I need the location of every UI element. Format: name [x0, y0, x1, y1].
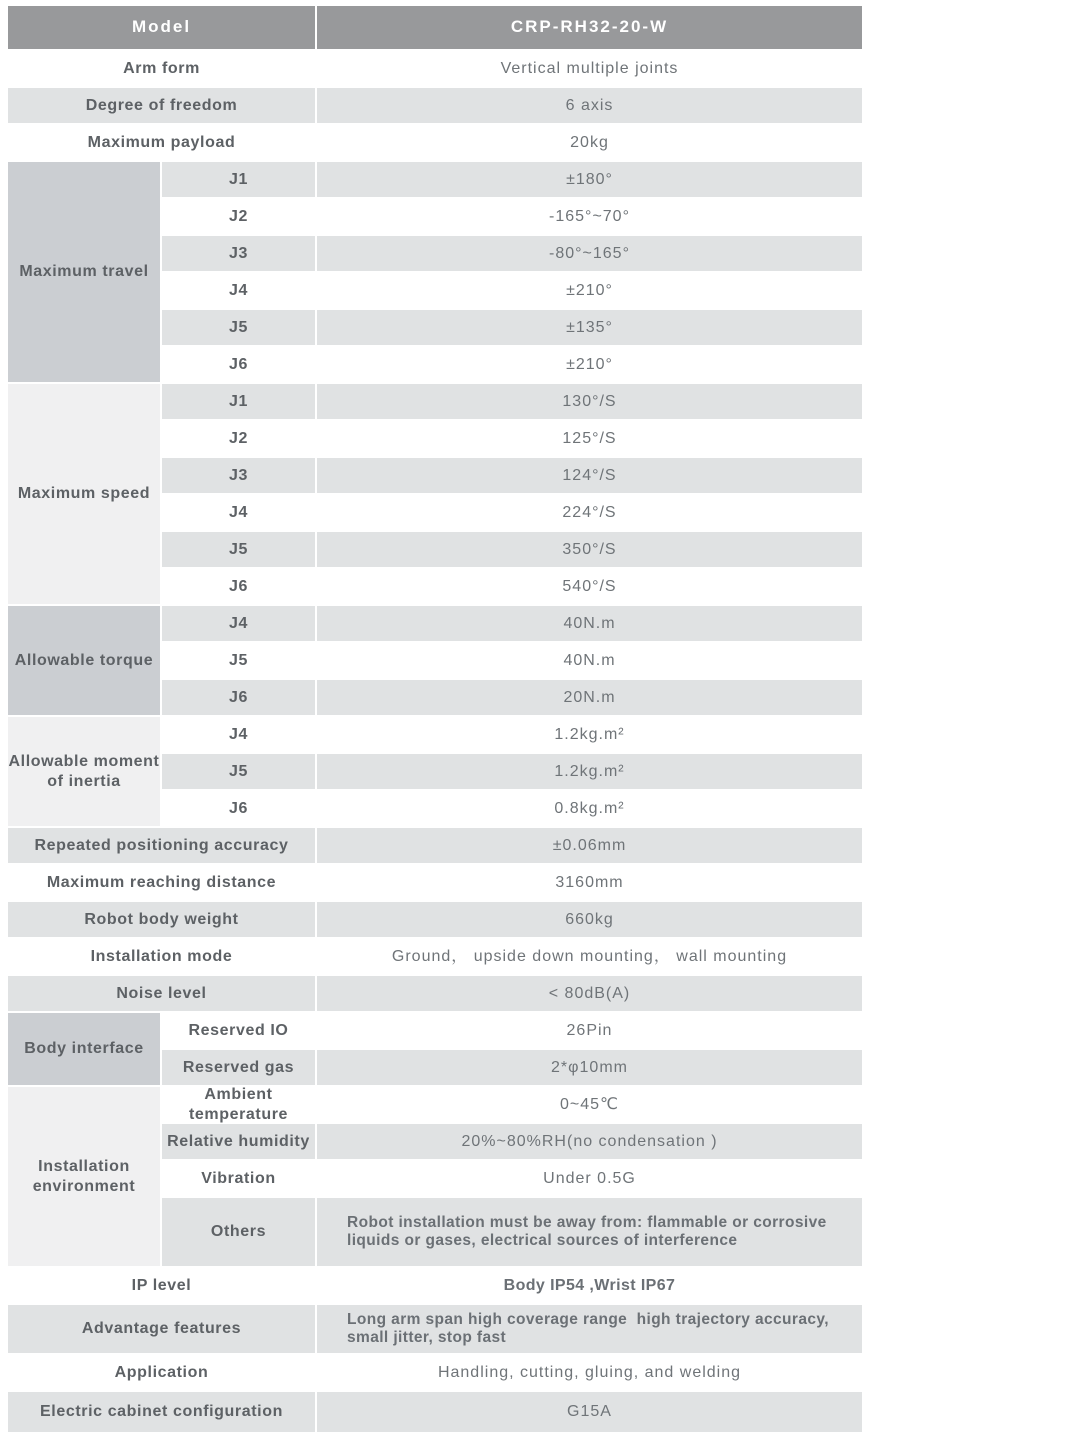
joint-value: 124°/S [317, 458, 862, 493]
joint-label: J3 [162, 236, 315, 271]
row-value-degree-of-freedom: 6 axis [317, 88, 862, 123]
joint-label: J4 [229, 503, 248, 521]
row-label-vibration: Vibration [201, 1169, 276, 1187]
joint-value: 40N.m [563, 651, 616, 669]
joint-label: J6 [229, 355, 248, 373]
row-value-application: Handling, cutting, gluing, and welding [437, 1363, 742, 1381]
row-value-noise-level: < 80dB(A) [317, 976, 862, 1011]
row-label-installation-mode: Installation mode [90, 947, 233, 965]
row-value-robot-body-weight: 660kg [317, 902, 862, 937]
row-label-reserved-io: Reserved IO [188, 1021, 289, 1039]
joint-value: 130°/S [317, 384, 862, 419]
row-value-advantage-features: Long arm span high coverage range high trajectory accuracy, small jitter, stop fast [317, 1305, 862, 1353]
row-value-others: Robot installation must be away from: flammable or corrosive liquids or gases, electrical sources of interference [317, 1198, 862, 1266]
joint-label: J2 [229, 207, 248, 225]
row-value-relative-humidity: 20%~80%RH(no condensation ) [317, 1124, 862, 1159]
row-value-repeated-positioning-accuracy: ±0.06mm [317, 828, 862, 863]
row-value-reserved-io: 26Pin [566, 1021, 613, 1039]
row-label-repeated-positioning-accuracy: Repeated positioning accuracy [8, 828, 315, 863]
joint-label: J2 [229, 429, 248, 447]
group-label-allowable-torque: Allowable torque [8, 606, 160, 715]
joint-label: J1 [162, 162, 315, 197]
row-label-others: Others [162, 1198, 315, 1266]
joint-value: 1.2kg.m² [317, 754, 862, 789]
spec-table [8, 6, 862, 1432]
group-label-installation-environment: Installation environment [8, 1087, 160, 1266]
joint-value: 224°/S [562, 503, 617, 521]
joint-label: J5 [162, 310, 315, 345]
row-label-robot-body-weight: Robot body weight [8, 902, 315, 937]
joint-value: 0.8kg.m² [554, 799, 625, 817]
joint-label: J6 [162, 680, 315, 715]
row-label-ambient-temperature: Ambient temperature [188, 1086, 289, 1123]
joint-label: J5 [229, 651, 248, 669]
row-value-installation-mode: Ground， upside down mounting， wall mounting [391, 947, 788, 965]
joint-value: 125°/S [562, 429, 617, 447]
joint-value: 20N.m [317, 680, 862, 715]
group-label-maximum-travel: Maximum travel [8, 162, 160, 382]
joint-value: 40N.m [317, 606, 862, 641]
joint-value: 350°/S [317, 532, 862, 567]
row-label-reserved-gas: Reserved gas [162, 1050, 315, 1085]
joint-value: -165°~70° [549, 207, 630, 225]
joint-label: J6 [229, 577, 248, 595]
row-value-vibration: Under 0.5G [543, 1169, 636, 1187]
joint-value: 540°/S [562, 577, 617, 595]
joint-value: ±135° [317, 310, 862, 345]
joint-label: J1 [162, 384, 315, 419]
row-label-advantage-features: Advantage features [8, 1305, 315, 1353]
row-label-maximum-reaching-distance: Maximum reaching distance [46, 873, 277, 891]
joint-label: J3 [162, 458, 315, 493]
joint-value: -80°~165° [317, 236, 862, 271]
joint-value: ±210° [566, 281, 613, 299]
joint-label: J5 [162, 754, 315, 789]
joint-label: J5 [162, 532, 315, 567]
group-label-body-interface: Body interface [8, 1013, 160, 1085]
joint-value: ±180° [317, 162, 862, 197]
row-value-ambient-temperature: 0~45℃ [559, 1095, 619, 1113]
row-value-electric-cabinet-configuration: G15A [317, 1392, 862, 1432]
group-label-allowable-moment-of-inertia: Allowable moment of inertia [8, 717, 160, 826]
row-label-application: Application [114, 1363, 209, 1381]
row-value-ip-level: Body IP54 ,Wrist IP67 [503, 1276, 676, 1294]
row-label-noise-level: Noise level [8, 976, 315, 1011]
row-label-maximum-payload: Maximum payload [87, 133, 236, 151]
row-label-arm-form: Arm form [123, 59, 200, 77]
joint-label: J4 [162, 606, 315, 641]
row-value-maximum-reaching-distance: 3160mm [555, 873, 624, 891]
row-value-reserved-gas: 2*φ10mm [317, 1050, 862, 1085]
group-label-maximum-speed: Maximum speed [8, 384, 160, 604]
joint-label: J6 [229, 799, 248, 817]
joint-label: J4 [229, 725, 248, 743]
row-label-ip-level: IP level [131, 1276, 192, 1294]
joint-value: ±210° [566, 355, 613, 373]
joint-value: 1.2kg.m² [554, 725, 625, 743]
row-value-arm-form: Vertical multiple joints [500, 59, 679, 77]
row-label-electric-cabinet-configuration: Electric cabinet configuration [8, 1392, 315, 1432]
model-header-label: Model [8, 6, 315, 49]
model-header-value: CRP-RH32-20-W [317, 6, 862, 49]
row-label-relative-humidity: Relative humidity [162, 1124, 315, 1159]
joint-label: J4 [229, 281, 248, 299]
row-label-degree-of-freedom: Degree of freedom [8, 88, 315, 123]
row-value-maximum-payload: 20kg [570, 133, 609, 151]
